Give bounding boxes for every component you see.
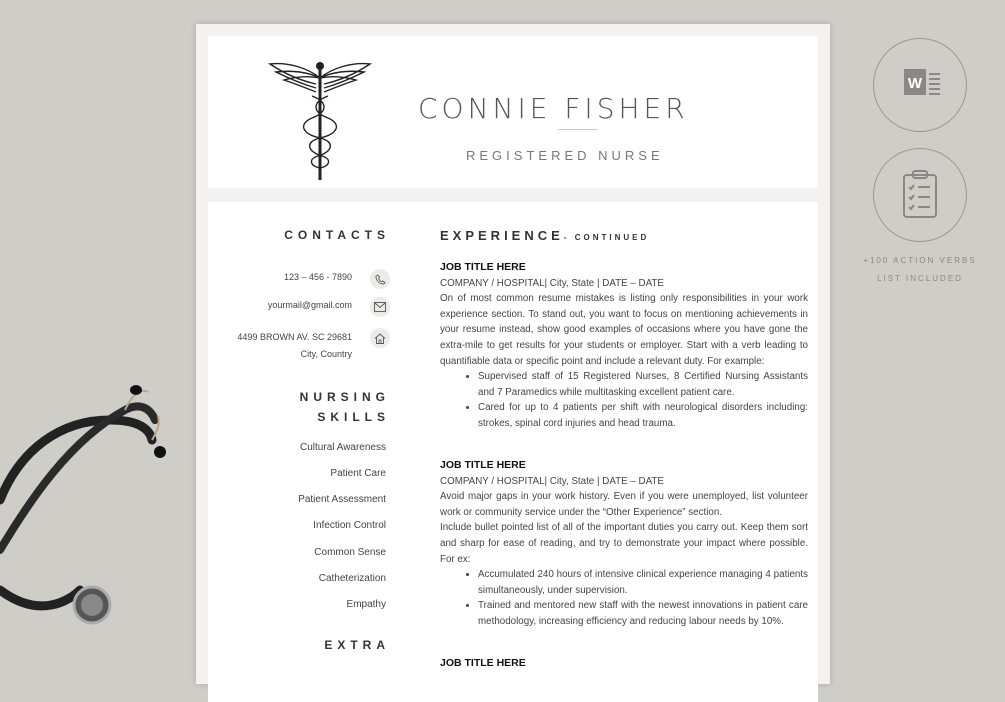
phone-icon — [370, 269, 390, 289]
job-bullet: • Trained and mentored new staff with the newest innovations in patient care methodology, increasing efficiency and reducing labour needs by 10%. — [478, 598, 808, 629]
email-text: yourmail@gmail.com — [267, 300, 352, 310]
job-company: COMPANY / HOSPITAL| City, State | DATE – DATE — [440, 277, 664, 289]
experience-heading-text: EXPERIENCE — [440, 228, 564, 243]
job-title: JOB TITLE HERE — [440, 657, 526, 669]
skill-item: Infection Control — [313, 520, 386, 531]
skills-heading-line2: SKILLS — [317, 410, 390, 424]
job-bullet: • Cared for up to 4 patients per shift with neurological disorders including: strokes, spinal cord injuries and head trauma. — [478, 400, 808, 431]
resume-body — [208, 202, 818, 702]
job-description: On of most common resume mistakes is listing only responsibilities in your work experience section. To stand out, you want to focus on mentioning achievements in your resume instead, show good examples of occasions where you have gone the extra-mile to get results for your students or employer. Start with a verb leading to quantifiable data or specific point and include a relevant duty. For example: — [440, 293, 808, 367]
checklist-icon — [874, 149, 966, 241]
badge-caption-line2: LIST INCLUDED — [877, 274, 963, 283]
skill-item: Cultural Awareness — [300, 442, 386, 453]
stethoscope-image — [0, 380, 200, 640]
skills-heading-line1: NURSING — [299, 390, 390, 404]
home-icon — [370, 328, 390, 348]
job-description-2: Include bullet pointed list of all of the important duties you carry out. Keep them sort and sharp for ease of reading, and try to demonstrate your impact where possible. For ex: — [440, 522, 808, 565]
name-divider — [558, 129, 598, 130]
job-entry — [440, 656, 808, 672]
experience-heading — [440, 228, 649, 243]
skill-item: Empathy — [346, 599, 386, 610]
envelope-icon — [370, 297, 390, 317]
address-line2: City, Country — [300, 349, 352, 359]
skill-item: Common Sense — [314, 547, 386, 558]
skill-item: Patient Assessment — [298, 494, 386, 505]
word-badge — [873, 38, 967, 132]
job-company: COMPANY / HOSPITAL| City, State | DATE – DATE — [440, 475, 664, 487]
skill-item: Catheterization — [318, 573, 386, 584]
job-title: JOB TITLE HERE — [440, 261, 526, 273]
skill-item: Patient Care — [330, 468, 386, 479]
resume-name: CONNIE FISHER — [418, 92, 689, 125]
job-bullets — [440, 567, 808, 629]
word-icon — [874, 39, 966, 131]
resume-page — [196, 24, 830, 684]
job-bullet: • Accumulated 240 hours of intensive clinical experience managing 4 patients simultaneously, under supervision. — [478, 567, 808, 598]
address-line1: 4499 BROWN AV. SC 29681 — [237, 332, 352, 342]
badge-caption-line1: +100 ACTION VERBS — [863, 256, 977, 265]
job-bullet: • Supervised staff of 15 Registered Nurses, 8 Certified Nursing Assistants and 7 Paramedics while multitasking excellent patient care. — [478, 369, 808, 400]
contacts-heading: CONTACTS — [284, 228, 390, 242]
experience-heading-suffix: - CONTINUED — [563, 233, 650, 242]
resume-title: REGISTERED NURSE — [466, 148, 664, 163]
job-title: JOB TITLE HERE — [440, 459, 526, 471]
resume-header — [208, 36, 818, 188]
job-bullets — [440, 369, 808, 431]
job-description: Avoid major gaps in your work history. Even if you were unemployed, list volunteer work or community service under the “Other Experience” section. — [440, 491, 808, 518]
checklist-badge — [873, 148, 967, 242]
extra-heading: EXTRA — [324, 638, 390, 652]
job-entry — [440, 260, 808, 432]
svg-text:W: W — [907, 75, 923, 92]
caduceus-icon — [268, 58, 372, 182]
phone-text: 123 – 456 - 7890 — [283, 272, 352, 282]
job-entry — [440, 458, 808, 630]
